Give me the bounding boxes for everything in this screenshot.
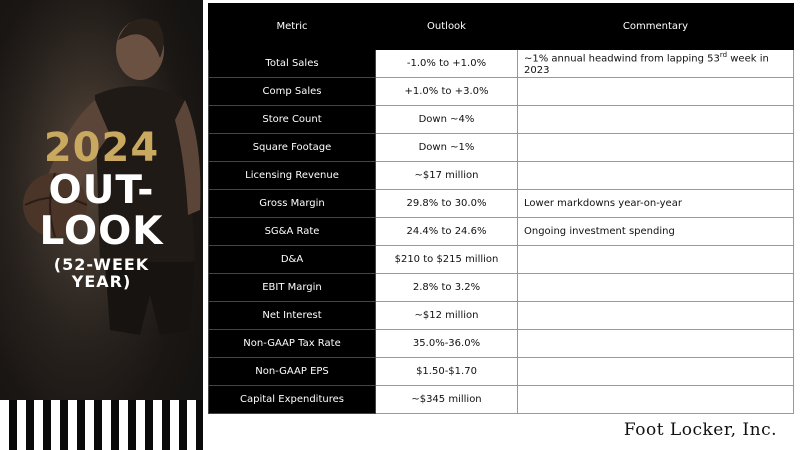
outlook-word-2: LOOK — [39, 209, 164, 254]
table-row — [209, 246, 794, 274]
metric-cell: Store Count — [209, 106, 376, 134]
outlook-cell: ~$345 million — [376, 386, 518, 414]
commentary-text: ~1% annual headwind from lapping 53 — [524, 53, 720, 65]
ordinal-suffix: rd — [719, 51, 728, 60]
outlook-cell: +1.0% to +3.0% — [376, 78, 518, 106]
metric-cell: Comp Sales — [209, 78, 376, 106]
commentary-cell — [518, 78, 794, 106]
hero-panel — [0, 0, 203, 450]
commentary-cell — [518, 302, 794, 330]
outlook-table — [208, 3, 794, 414]
metric-cell: Net Interest — [209, 302, 376, 330]
metric-cell: Capital Expenditures — [209, 386, 376, 414]
metric-cell: Non-GAAP EPS — [209, 358, 376, 386]
outlook-cell: $210 to $215 million — [376, 246, 518, 274]
metric-cell: Non-GAAP Tax Rate — [209, 330, 376, 358]
table-header-row — [209, 4, 794, 50]
metric-cell: SG&A Rate — [209, 218, 376, 246]
table-row — [209, 358, 794, 386]
outlook-cell: -1.0% to +1.0% — [376, 50, 518, 78]
table-row — [209, 190, 794, 218]
title-block — [0, 125, 203, 291]
subtitle-line-2: YEAR) — [71, 271, 132, 291]
metric-cell: Total Sales — [209, 50, 376, 78]
header-metric: Metric — [209, 4, 376, 50]
commentary-cell — [518, 274, 794, 302]
commentary-text-end: week in 2023 — [524, 53, 769, 76]
commentary-cell: Lower markdowns year-on-year — [518, 190, 794, 218]
commentary-cell — [518, 162, 794, 190]
subtitle — [0, 257, 203, 291]
commentary-cell — [518, 358, 794, 386]
outlook-cell: 24.4% to 24.6% — [376, 218, 518, 246]
table-row — [209, 274, 794, 302]
table-row — [209, 302, 794, 330]
table-row — [209, 134, 794, 162]
commentary-cell — [518, 330, 794, 358]
table-row — [209, 218, 794, 246]
outlook-cell: 29.8% to 30.0% — [376, 190, 518, 218]
commentary-cell — [518, 50, 794, 78]
outlook-cell: $1.50-$1.70 — [376, 358, 518, 386]
commentary-cell — [518, 106, 794, 134]
metric-cell: D&A — [209, 246, 376, 274]
outlook-cell: Down ~1% — [376, 134, 518, 162]
outlook-cell: 2.8% to 3.2% — [376, 274, 518, 302]
commentary-cell — [518, 134, 794, 162]
header-outlook: Outlook — [376, 4, 518, 50]
table-row — [209, 162, 794, 190]
commentary-cell — [518, 246, 794, 274]
year-label: 2024 — [43, 125, 160, 171]
outlook-cell: Down ~4% — [376, 106, 518, 134]
metric-cell: Licensing Revenue — [209, 162, 376, 190]
commentary-cell: Ongoing investment spending — [518, 218, 794, 246]
metric-cell: EBIT Margin — [209, 274, 376, 302]
table-row — [209, 50, 794, 78]
table-row — [209, 330, 794, 358]
header-commentary: Commentary — [518, 4, 794, 50]
subtitle-line-1: (52-WEEK — [53, 255, 150, 274]
outlook-word-1: OUT- — [48, 168, 155, 213]
metric-cell: Square Footage — [209, 134, 376, 162]
table-row — [209, 78, 794, 106]
table-row — [209, 386, 794, 414]
outlook-cell: ~$12 million — [376, 302, 518, 330]
outlook-cell: 35.0%-36.0% — [376, 330, 518, 358]
table-row — [209, 106, 794, 134]
metric-cell: Gross Margin — [209, 190, 376, 218]
commentary-cell — [518, 386, 794, 414]
company-logo: Foot Locker, Inc. — [623, 420, 777, 440]
stripe-pattern — [0, 400, 203, 450]
outlook-cell: ~$17 million — [376, 162, 518, 190]
